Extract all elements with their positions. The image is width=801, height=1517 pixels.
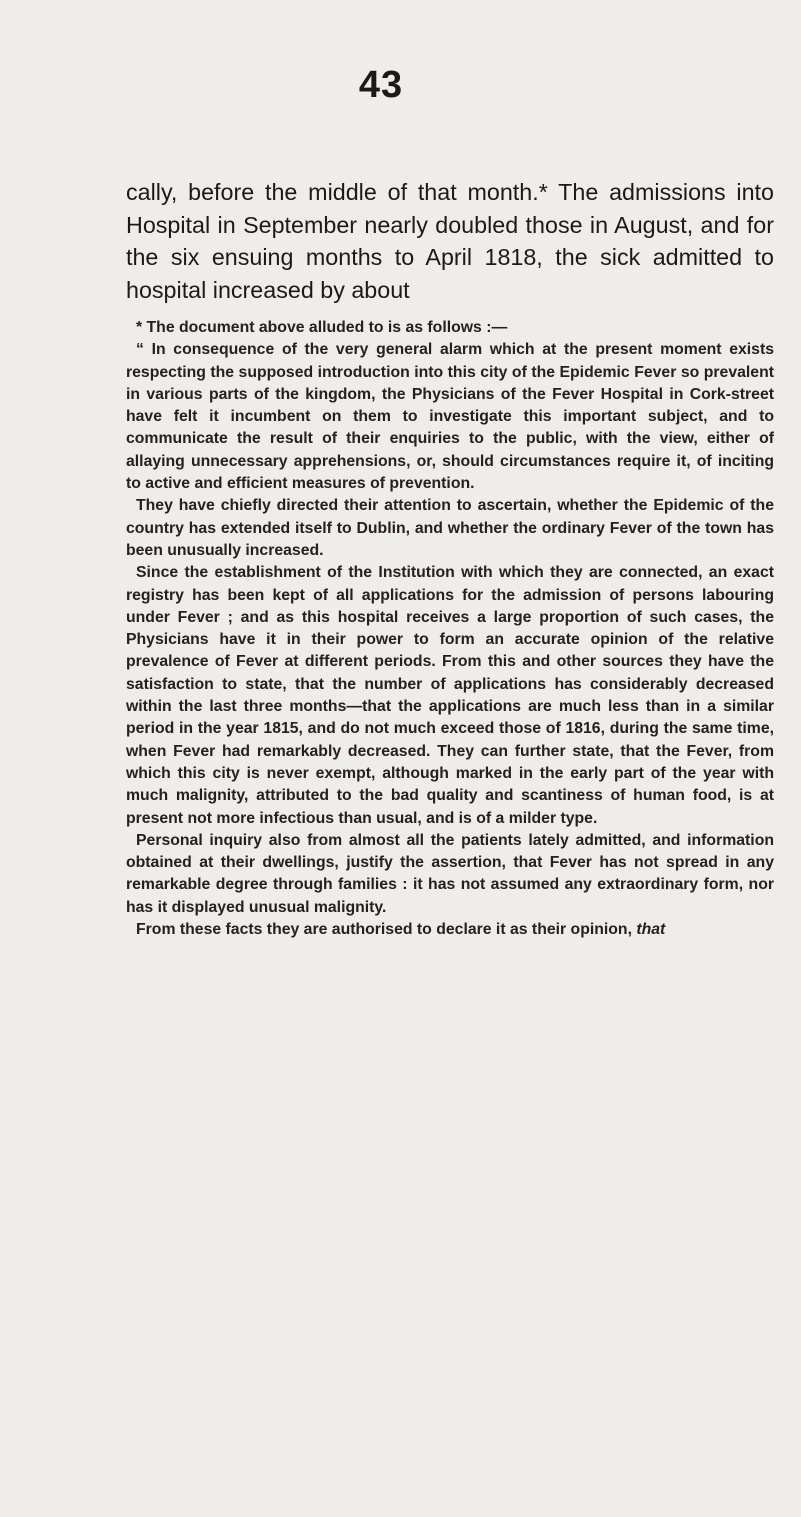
footnote-paragraph-3: Since the establishment of the Institution with which they are connected, an exact registry has been kept of all applications for the admission of persons labouring under Fever ; and as this hospital receives a large proportion of such cases, the Physicians have it in their power to form an accurate opinion of the relative prevalence of Fever at different periods. From this and other sources they have the satisfaction to state, that the number of applications has considerably decreased within the last three months—that the applications are much less than in a similar period in the year 1815, and do not much exceed those of 1816, during the same time, when Fever had remarkably decreased. They can further state, that the Fever, from which this city is never exempt, although marked in the early part of the year with much malignity, attributed to the bad quality and scantiness of human food, is at present not more infectious than usual, and is of a milder type. [126,564,774,827]
footnote [126,317,774,941]
catchword: that [636,921,666,939]
footnote-paragraph-2: They have chiefly directed their attention to ascertain, whether the Epidemic of the country has extended itself to Dublin, and whether the ordinary Fever of the town has been unusually increased. [126,497,774,559]
footnote-paragraph-4: Personal inquiry also from almost all the patients lately admitted, and information obtained at their dwellings, justify the assertion, that Fever has not spread in any remarkable degree through families : it has not assumed any extraordinary form, nor has it displayed unusual malignity. [126,831,774,916]
page-number: 43 [358,64,404,106]
main-paragraph: cally, before the middle of that month.* The admissions into Hospital in September nearly doubled those in August, and for the six ensuing months to April 1818, the sick admitted to hospital increased by about [126,179,774,303]
footnote-paragraph-1: “ In consequence of the very general alarm which at the present moment exists respecting the supposed introduction into this city of the Epidemic Fever so prevalent in various parts of the kingdom, the Physicians of the Fever Hospital in Cork-street have felt it incumbent on them to investigate this important subject, and to communicate the result of their enquiries to the public, with the view, either of allaying unnecessary apprehensions, or, should circumstances require it, of inciting to active and efficient measures of prevention. [126,341,774,493]
footnote-last-line [126,919,774,941]
footnote-last-line-text: From these facts they are authorised to declare it as their opinion, [136,921,632,939]
footnote-intro: * The document above alluded to is as follows :— [136,319,508,336]
